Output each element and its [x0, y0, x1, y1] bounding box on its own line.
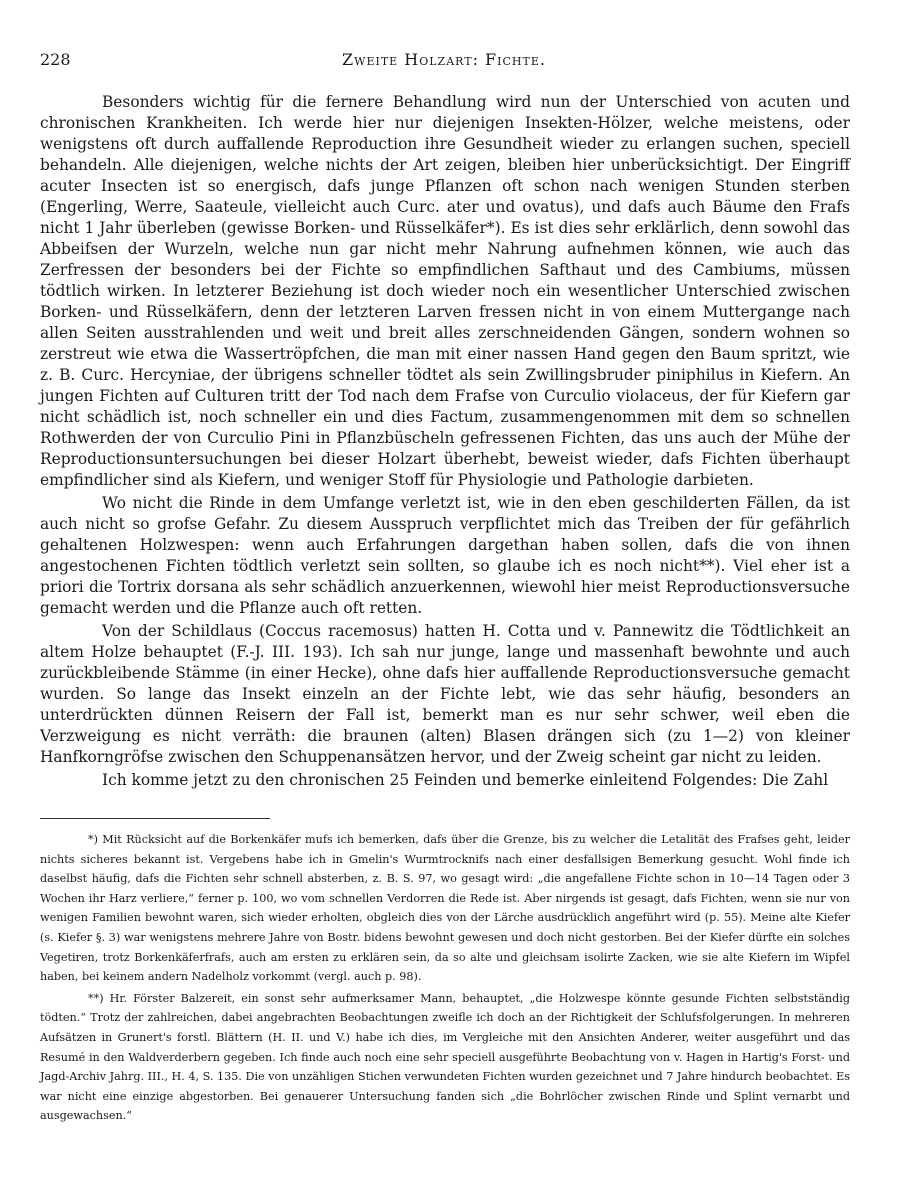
footnote: *) Mit Rücksicht auf die Borkenkäfer mufs ich bemerken, dafs über die Grenze, bis zu welcher die Letalität des Frafses geht, leider nichts sicheres bekannt ist. Vergebens habe ich in Gmelin's Wurmtrocknifs nach einer desfallsigen Bemerkung gesucht. Wohl finde ich daselbst häufig, dafs die Fichten sehr schnell absterben, z. B. S. 97, wo gesagt wird: „die angefallene Fichte schon in 10—14 Tagen oder 3 Wochen ihr Harz verliere,“ ferner p. 100, wo vom schnellen Verdorren die Rede ist. Aber nirgends ist gesagt, dafs Fichten, wenn sie nur von wenigen Familien bewohnt waren, sich wieder erholten, obgleich dies von der Lärche ausdrücklich angeführt wird (p. 55). Meine alte Kiefer (s. Kiefer §. 3) war wenigstens mehrere Jahre von Bostr. bidens bewohnt gewesen und doch nicht gestorben. Bei der Kiefer dürfte ein solches Vegetiren, trotz Borkenkäferfrafs, auch am ersten zu erklären sein, da so alte und gleichsam isolirte Zacken, wie sie alte Kiefern im Wipfel haben, bei keinem andern Nadelholz vorkommt (vergl. auch p. 98).: [40, 833, 850, 984]
running-title: Zweite Holzart: Fichte.: [342, 50, 546, 69]
paragraph: Wo nicht die Rinde in dem Umfange verletzt ist, wie in den eben geschilderten Fällen, da ist auch nicht so grofse Gefahr. Zu diesem Ausspruch verpflichtet mich das Treiben der für gefährlich gehaltenen Holzwespen: wenn auch Erfahrungen dargethan haben sollen, dafs die von ihnen angestochenen Fichten tödtlich verletzt sein sollten, so glaube ich es noch nicht**). Viel eher ist a priori die Tortrix dorsana als sehr schädlich anzuerkennen, wiewohl hier meist Reproductionsversuche gemacht werden und die Pflanze auch oft retten.: [40, 494, 850, 617]
page-number: 228: [40, 50, 71, 69]
paragraph: Ich komme jetzt zu den chronischen 25 Feinden und bemerke einleitend Folgendes: Die Zahl: [102, 771, 829, 789]
footnote-divider: [40, 818, 270, 819]
paragraph: Von der Schildlaus (Coccus racemosus) hatten H. Cotta und v. Pannewitz die Tödtlichkeit an altem Holze behauptet (F.-J. III. 193). Ich sah nur junge, lange und massenhaft bewohnte und auch zurückbleibende Stämme (in einer Hecke), ohne dafs hier auffallende Reproductionsversuche gemacht wurden. So lange das Insekt einzeln an der Fichte lebt, wie das sehr häufig, besonders an unterdrückten dünnen Reisern der Fall ist, bemerkt man es nur sehr schwer, weil eben die Verzweigung es nicht verräth: die braunen (alten) Blasen drängen sich (zu 1—2) von kleiner Hanfkorngröfse zwischen den Schuppenansätzen hervor, und der Zweig scheint gar nicht zu leiden.: [40, 622, 850, 766]
paragraph: Besonders wichtig für die fernere Behandlung wird nun der Unterschied von acuten und chronischen Krankheiten. Ich werde hier nur diejenigen Insekten-Hölzer, welche meistens, oder wenigstens oft durch auffallende Reproduction ihre Gesundheit wieder zu erlangen suchen, speciell behandeln. Alle diejenigen, welche nichts der Art zeigen, bleiben hier unberücksichtigt. Der Eingriff acuter Insecten ist so energisch, dafs junge Pflanzen oft schon nach wenigen Stunden sterben (Engerling, Werre, Saateule, vielleicht auch Curc. ater und ovatus), und dafs auch Bäume den Frafs nicht 1 Jahr überleben (gewisse Borken- und Rüsselkäfer*). Es ist dies sehr erklärlich, denn sowohl das Abbeifsen der Wurzeln, welche nun gar nicht mehr Nahrung aufnehmen können, wie auch das Zerfressen der besonders bei der Fichte so empfindlichen Safthaut und des Cambiums, müssen tödtlich wirken. In letzterer Beziehung ist doch wieder noch ein wesentlicher Unterschied zwischen Borken- und Rüsselkäfern, denn der letzteren Larven fressen nicht in von einem Muttergange nach allen Seiten ausstrahlenden und weit und breit alles zerschneidenden Gängen, sondern wohnen so zerstreut wie etwa die Wassertröpfchen, die man mit einer nassen Hand gegen den Baum spritzt, wie z. B. Curc. Hercyniae, der übrigens schneller tödtet als sein Zwillingsbruder piniphilus in Kiefern. An jungen Fichten auf Culturen tritt der Tod nach dem Frafse von Curculio violaceus, der für Kiefern gar nicht schädlich ist, noch schneller ein und dies Factum, zusammengenommen mit dem so schnellen Rothwerden der von Curculio Pini in Pflanzbüscheln gefressenen Fichten, das uns auch der Mühe der Reproductionsuntersuchungen bei dieser Holzart überhebt, beweist wieder, dafs Fichten überhaupt empfindlicher sind als Kiefern, und weniger Stoff für Physiologie und Pathologie darbieten.: [40, 93, 850, 489]
main-text: [40, 92, 850, 791]
page-header: [40, 50, 848, 74]
footnotes: [40, 830, 850, 1126]
footnote: **) Hr. Förster Balzereit, ein sonst sehr aufmerksamer Mann, behauptet, „die Holzwespe könnte gesunde Fichten selbstständig tödten.“ Trotz der zahlreichen, dabei angebrachten Beobachtungen zweifle ich doch an der Richtigkeit der Schlufsfolgerungen. In mehreren Aufsätzen in Grunert's forstl. Blättern (H. II. und V.) habe ich dies, im Vergleiche mit den Ansichten Anderer, weiter ausgeführt und das Resumé in den Waldverderbern gegeben. Ich finde auch noch eine sehr speciell ausgeführte Beobachtung von v. Hagen in Hartig's Forst- und Jagd-Archiv Jahrg. III., H. 4, S. 135. Die von unzähligen Stichen verwundeten Fichten wurden gezeichnet und 7 Jahre hindurch beobachtet. Es war nicht eine einzige abgestorben. Bei genauerer Untersuchung fanden sich „die Bohrlöcher zwischen Rinde und Splint vernarbt und ausgewachsen.“: [40, 991, 850, 1123]
